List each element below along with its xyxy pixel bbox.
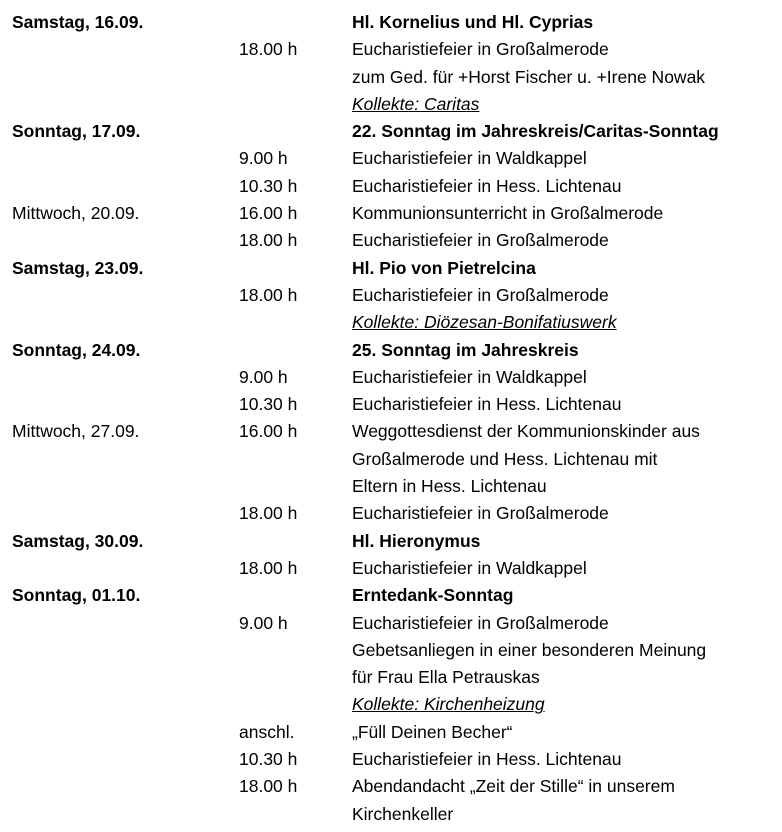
event-description: Eucharistiefeier in Hess. Lichtenau (352, 394, 622, 415)
schedule-row (0, 91, 782, 118)
time-label: anschl. (239, 721, 295, 742)
time-label: 9.00 h (239, 366, 288, 387)
event-description: Gebetsanliegen in einer besonderen Meinung (352, 639, 707, 660)
schedule-row (0, 746, 782, 773)
day-label: Samstag, 23.09. (12, 257, 144, 278)
schedule-row (0, 282, 782, 309)
feast-title: Hl. Pio von Pietrelcina (352, 257, 536, 278)
schedule-row (0, 664, 782, 691)
day-label: Mittwoch, 27.09. (12, 421, 140, 442)
schedule-row (0, 773, 782, 800)
kollekte-note: Kollekte: Kirchenheizung (352, 694, 545, 715)
day-label: Sonntag, 17.09. (12, 121, 141, 142)
event-description: Eucharistiefeier in Waldkappel (352, 366, 587, 387)
event-description: Eucharistiefeier in Großalmerode (352, 503, 609, 524)
day-label: Mittwoch, 20.09. (12, 203, 140, 224)
time-label: 9.00 h (239, 148, 288, 169)
feast-title: 22. Sonntag im Jahreskreis/Caritas-Sonntag (352, 121, 719, 142)
feast-title: Hl. Kornelius und Hl. Cyprias (352, 12, 594, 32)
event-description: Eucharistiefeier in Waldkappel (352, 557, 587, 578)
time-label: 18.00 h (239, 230, 298, 251)
event-description: Eucharistiefeier in Großalmerode (352, 284, 609, 305)
time-label: 10.30 h (239, 175, 298, 196)
time-label: 10.30 h (239, 394, 298, 415)
time-label: 9.00 h (239, 612, 288, 633)
schedule-row (0, 500, 782, 527)
schedule-row (0, 118, 782, 145)
event-description: für Frau Ella Petrauskas (352, 667, 540, 688)
schedule-row (0, 555, 782, 582)
schedule-row (0, 227, 782, 254)
event-description: „Füll Deinen Becher“ (352, 721, 513, 742)
schedule-row (0, 446, 782, 473)
event-description: Eucharistiefeier in Großalmerode (352, 230, 609, 251)
schedule-row (0, 391, 782, 418)
schedule-row (0, 418, 782, 445)
schedule-row (0, 473, 782, 500)
time-label: 18.00 h (239, 503, 298, 524)
time-label: 16.00 h (239, 421, 298, 442)
schedule-row (0, 64, 782, 91)
time-label: 18.00 h (239, 557, 298, 578)
schedule-row (0, 582, 782, 609)
event-description: Weggottesdienst der Kommunionskinder aus (352, 421, 700, 442)
schedule-row (0, 36, 782, 63)
time-label: 10.30 h (239, 749, 298, 770)
schedule-row (0, 528, 782, 555)
day-label: Samstag, 16.09. (12, 12, 144, 32)
schedule-row (0, 364, 782, 391)
event-description: Eltern in Hess. Lichtenau (352, 476, 547, 497)
event-description: Eucharistiefeier in Hess. Lichtenau (352, 749, 622, 770)
feast-title: Hl. Hieronymus (352, 530, 481, 551)
kollekte-note: Kollekte: Diözesan-Bonifatiuswerk (352, 312, 617, 333)
time-label: 18.00 h (239, 39, 298, 60)
event-description: Eucharistiefeier in Waldkappel (352, 148, 587, 169)
schedule-row (0, 610, 782, 637)
kollekte-note: Kollekte: Caritas (352, 93, 480, 114)
day-label: Samstag, 30.09. (12, 530, 144, 551)
schedule-row (0, 637, 782, 664)
day-label: Sonntag, 24.09. (12, 339, 141, 360)
schedule-row (0, 173, 782, 200)
schedule-row (0, 200, 782, 227)
time-label: 16.00 h (239, 203, 298, 224)
schedule-row (0, 9, 782, 36)
feast-title: Erntedank-Sonntag (352, 585, 514, 606)
schedule-row (0, 255, 782, 282)
event-description: Kirchenkeller (352, 803, 454, 824)
event-description: Eucharistiefeier in Hess. Lichtenau (352, 175, 622, 196)
time-label: 18.00 h (239, 284, 298, 305)
event-description: Eucharistiefeier in Großalmerode (352, 612, 609, 633)
event-description: Eucharistiefeier in Großalmerode (352, 39, 609, 60)
schedule-row (0, 309, 782, 336)
schedule-row (0, 691, 782, 718)
event-description: Großalmerode und Hess. Lichtenau mit (352, 448, 658, 469)
feast-title: 25. Sonntag im Jahreskreis (352, 339, 579, 360)
event-description: zum Ged. für +Horst Fischer u. +Irene Nowak (352, 66, 706, 87)
schedule-row (0, 337, 782, 364)
event-description: Kommunionsunterricht in Großalmerode (352, 203, 664, 224)
schedule-row (0, 801, 782, 828)
schedule-row (0, 719, 782, 746)
event-description: Abendandacht „Zeit der Stille“ in unserem (352, 776, 675, 797)
schedule-row (0, 145, 782, 172)
time-label: 18.00 h (239, 776, 298, 797)
day-label: Sonntag, 01.10. (12, 585, 141, 606)
